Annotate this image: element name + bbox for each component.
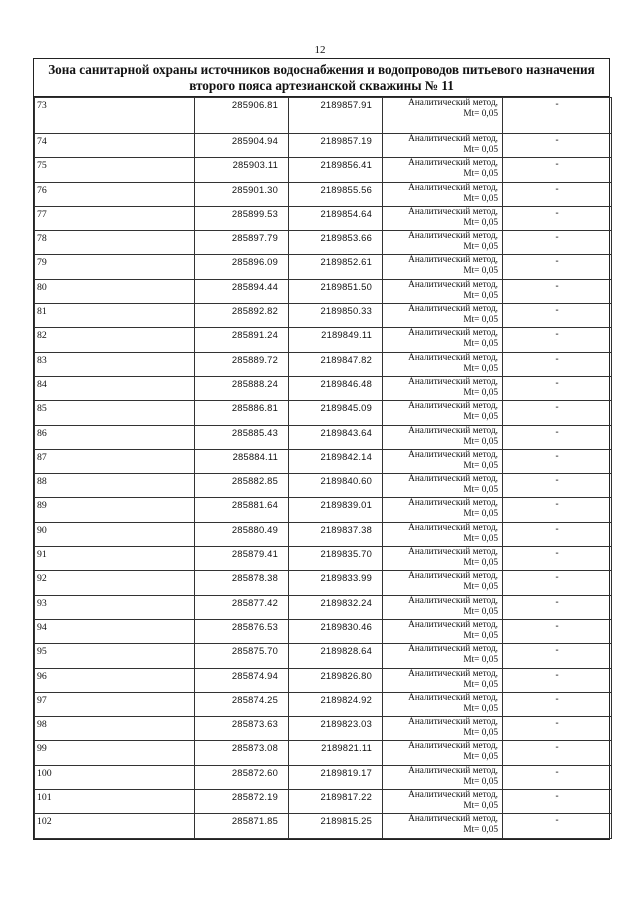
- point-number-cell: 77: [35, 206, 195, 230]
- point-number-cell: 85: [35, 401, 195, 425]
- y-coordinate-cell: 2189824.92: [289, 692, 383, 716]
- method-name: Аналитический метод,: [408, 765, 498, 776]
- x-coordinate-cell: 285885.43: [195, 425, 289, 449]
- x-coordinate-cell: 285906.81: [195, 98, 289, 134]
- method-name: Аналитический метод,: [408, 692, 498, 703]
- table-row: [35, 741, 612, 765]
- method-cell: [383, 352, 503, 376]
- note-cell: -: [503, 498, 612, 522]
- x-coordinate-cell: 285891.24: [195, 328, 289, 352]
- table-row: [35, 547, 612, 571]
- method-accuracy: Mt= 0,05: [463, 109, 498, 119]
- method-name: Аналитический метод,: [408, 401, 498, 412]
- method-accuracy: Mt= 0,05: [463, 801, 498, 812]
- method-name: Аналитический метод,: [408, 571, 498, 582]
- note-cell: -: [503, 352, 612, 376]
- x-coordinate-cell: 285899.53: [195, 206, 289, 230]
- table-row: [35, 304, 612, 328]
- method-name: Аналитический метод,: [408, 644, 498, 655]
- method-cell: [383, 158, 503, 182]
- method-name: Аналитический метод,: [408, 547, 498, 558]
- method-name: Аналитический метод,: [408, 717, 498, 728]
- point-number-cell: 73: [35, 98, 195, 134]
- note-cell: -: [503, 619, 612, 643]
- note-cell: -: [503, 692, 612, 716]
- method-cell: [383, 98, 503, 134]
- x-coordinate-cell: 285872.19: [195, 790, 289, 814]
- method-accuracy: Mt= 0,05: [463, 630, 498, 641]
- method-accuracy: Mt= 0,05: [463, 606, 498, 617]
- method-accuracy: Mt= 0,05: [463, 655, 498, 666]
- method-accuracy: Mt= 0,05: [463, 315, 498, 326]
- y-coordinate-cell: 2189849.11: [289, 328, 383, 352]
- method-name: Аналитический метод,: [408, 425, 498, 436]
- y-coordinate-cell: 2189857.19: [289, 134, 383, 158]
- note-cell: -: [503, 401, 612, 425]
- table-row: [35, 814, 612, 838]
- note-cell: -: [503, 231, 612, 255]
- x-coordinate-cell: 285881.64: [195, 498, 289, 522]
- method-cell: [383, 668, 503, 692]
- method-name: Аналитический метод,: [408, 231, 498, 242]
- method-cell: [383, 619, 503, 643]
- method-name: Аналитический метод,: [408, 668, 498, 679]
- method-name: Аналитический метод,: [408, 328, 498, 339]
- note-cell: -: [503, 98, 612, 134]
- method-name: Аналитический метод,: [408, 279, 498, 290]
- method-name: Аналитический метод,: [408, 206, 498, 217]
- table-row: [35, 644, 612, 668]
- point-number-cell: 81: [35, 304, 195, 328]
- note-cell: -: [503, 376, 612, 400]
- table-row: [35, 790, 612, 814]
- method-cell: [383, 741, 503, 765]
- x-coordinate-cell: 285878.38: [195, 571, 289, 595]
- method-accuracy: Mt= 0,05: [463, 533, 498, 544]
- point-number-cell: 94: [35, 619, 195, 643]
- y-coordinate-cell: 2189847.82: [289, 352, 383, 376]
- method-cell: [383, 328, 503, 352]
- method-accuracy: Mt= 0,05: [463, 339, 498, 350]
- table-row: [35, 619, 612, 643]
- method-name: Аналитический метод,: [408, 352, 498, 363]
- point-number-cell: 88: [35, 474, 195, 498]
- y-coordinate-cell: 2189857.91: [289, 98, 383, 134]
- method-accuracy: Mt= 0,05: [463, 193, 498, 204]
- y-coordinate-cell: 2189855.56: [289, 182, 383, 206]
- method-cell: [383, 134, 503, 158]
- table-row: [35, 449, 612, 473]
- table-row: [35, 474, 612, 498]
- table-row: [35, 206, 612, 230]
- x-coordinate-cell: 285901.30: [195, 182, 289, 206]
- y-coordinate-cell: 2189839.01: [289, 498, 383, 522]
- x-coordinate-cell: 285875.70: [195, 644, 289, 668]
- point-number-cell: 98: [35, 717, 195, 741]
- coordinates-sheet: [33, 58, 610, 840]
- title-line-1: Зона санитарной охраны источников водоснабжения и водопроводов питьевого назначения: [48, 62, 595, 77]
- y-coordinate-cell: 2189815.25: [289, 814, 383, 838]
- note-cell: -: [503, 571, 612, 595]
- y-coordinate-cell: 2189854.64: [289, 206, 383, 230]
- method-accuracy: Mt= 0,05: [463, 217, 498, 228]
- x-coordinate-cell: 285873.08: [195, 741, 289, 765]
- method-accuracy: Mt= 0,05: [463, 412, 498, 423]
- y-coordinate-cell: 2189828.64: [289, 644, 383, 668]
- document-title: [34, 59, 609, 97]
- table-row: [35, 255, 612, 279]
- note-cell: -: [503, 717, 612, 741]
- method-name: Аналитический метод,: [408, 741, 498, 752]
- method-cell: [383, 814, 503, 838]
- method-accuracy: Mt= 0,05: [463, 387, 498, 398]
- method-accuracy: Mt= 0,05: [463, 266, 498, 277]
- y-coordinate-cell: 2189840.60: [289, 474, 383, 498]
- x-coordinate-cell: 285880.49: [195, 522, 289, 546]
- y-coordinate-cell: 2189832.24: [289, 595, 383, 619]
- method-cell: [383, 231, 503, 255]
- note-cell: -: [503, 328, 612, 352]
- method-accuracy: Mt= 0,05: [463, 728, 498, 739]
- note-cell: -: [503, 279, 612, 303]
- note-cell: -: [503, 668, 612, 692]
- y-coordinate-cell: 2189853.66: [289, 231, 383, 255]
- method-name: Аналитический метод,: [408, 522, 498, 533]
- method-accuracy: Mt= 0,05: [463, 363, 498, 374]
- y-coordinate-cell: 2189843.64: [289, 425, 383, 449]
- table-row: [35, 401, 612, 425]
- title-line-2: второго пояса артезианской скважины № 11: [189, 78, 454, 93]
- method-name: Аналитический метод,: [408, 790, 498, 801]
- point-number-cell: 102: [35, 814, 195, 838]
- note-cell: -: [503, 425, 612, 449]
- coordinates-table-body: [35, 98, 612, 839]
- method-name: Аналитический метод,: [408, 134, 498, 144]
- note-cell: -: [503, 134, 612, 158]
- note-cell: -: [503, 158, 612, 182]
- table-row: [35, 425, 612, 449]
- table-row: [35, 134, 612, 158]
- point-number-cell: 95: [35, 644, 195, 668]
- method-accuracy: Mt= 0,05: [463, 752, 498, 763]
- method-cell: [383, 401, 503, 425]
- note-cell: -: [503, 522, 612, 546]
- method-accuracy: Mt= 0,05: [463, 558, 498, 569]
- point-number-cell: 90: [35, 522, 195, 546]
- point-number-cell: 74: [35, 134, 195, 158]
- point-number-cell: 78: [35, 231, 195, 255]
- point-number-cell: 92: [35, 571, 195, 595]
- table-row: [35, 765, 612, 789]
- method-cell: [383, 376, 503, 400]
- note-cell: -: [503, 644, 612, 668]
- y-coordinate-cell: 2189833.99: [289, 571, 383, 595]
- y-coordinate-cell: 2189852.61: [289, 255, 383, 279]
- point-number-cell: 83: [35, 352, 195, 376]
- method-cell: [383, 182, 503, 206]
- method-cell: [383, 474, 503, 498]
- point-number-cell: 93: [35, 595, 195, 619]
- method-name: Аналитический метод,: [408, 474, 498, 485]
- method-name: Аналитический метод,: [408, 304, 498, 315]
- method-cell: [383, 449, 503, 473]
- table-row: [35, 522, 612, 546]
- x-coordinate-cell: 285876.53: [195, 619, 289, 643]
- x-coordinate-cell: 285873.63: [195, 717, 289, 741]
- note-cell: -: [503, 255, 612, 279]
- table-row: [35, 98, 612, 134]
- x-coordinate-cell: 285894.44: [195, 279, 289, 303]
- y-coordinate-cell: 2189823.03: [289, 717, 383, 741]
- method-name: Аналитический метод,: [408, 814, 498, 825]
- method-accuracy: Mt= 0,05: [463, 485, 498, 496]
- note-cell: -: [503, 304, 612, 328]
- x-coordinate-cell: 285877.42: [195, 595, 289, 619]
- x-coordinate-cell: 285903.11: [195, 158, 289, 182]
- y-coordinate-cell: 2189826.80: [289, 668, 383, 692]
- method-accuracy: Mt= 0,05: [463, 703, 498, 714]
- point-number-cell: 89: [35, 498, 195, 522]
- table-row: [35, 352, 612, 376]
- point-number-cell: 79: [35, 255, 195, 279]
- method-cell: [383, 692, 503, 716]
- method-cell: [383, 717, 503, 741]
- x-coordinate-cell: 285872.60: [195, 765, 289, 789]
- x-coordinate-cell: 285888.24: [195, 376, 289, 400]
- point-number-cell: 96: [35, 668, 195, 692]
- note-cell: -: [503, 182, 612, 206]
- x-coordinate-cell: 285884.11: [195, 449, 289, 473]
- method-cell: [383, 498, 503, 522]
- x-coordinate-cell: 285896.09: [195, 255, 289, 279]
- x-coordinate-cell: 285874.25: [195, 692, 289, 716]
- x-coordinate-cell: 285874.94: [195, 668, 289, 692]
- note-cell: -: [503, 206, 612, 230]
- table-row: [35, 668, 612, 692]
- method-name: Аналитический метод,: [408, 98, 498, 108]
- point-number-cell: 75: [35, 158, 195, 182]
- method-name: Аналитический метод,: [408, 449, 498, 460]
- point-number-cell: 84: [35, 376, 195, 400]
- method-accuracy: Mt= 0,05: [463, 825, 498, 836]
- page-number: 12: [314, 44, 326, 56]
- x-coordinate-cell: 285871.85: [195, 814, 289, 838]
- x-coordinate-cell: 285886.81: [195, 401, 289, 425]
- table-row: [35, 158, 612, 182]
- y-coordinate-cell: 2189835.70: [289, 547, 383, 571]
- x-coordinate-cell: 285879.41: [195, 547, 289, 571]
- point-number-cell: 91: [35, 547, 195, 571]
- note-cell: -: [503, 765, 612, 789]
- method-accuracy: Mt= 0,05: [463, 145, 498, 155]
- point-number-cell: 99: [35, 741, 195, 765]
- method-accuracy: Mt= 0,05: [463, 242, 498, 253]
- point-number-cell: 100: [35, 765, 195, 789]
- method-name: Аналитический метод,: [408, 376, 498, 387]
- coordinates-table: [34, 97, 612, 839]
- table-row: [35, 376, 612, 400]
- method-cell: [383, 765, 503, 789]
- x-coordinate-cell: 285889.72: [195, 352, 289, 376]
- table-row: [35, 328, 612, 352]
- table-row: [35, 571, 612, 595]
- note-cell: -: [503, 814, 612, 838]
- method-cell: [383, 790, 503, 814]
- point-number-cell: 101: [35, 790, 195, 814]
- method-cell: [383, 425, 503, 449]
- method-accuracy: Mt= 0,05: [463, 776, 498, 787]
- y-coordinate-cell: 2189842.14: [289, 449, 383, 473]
- method-cell: [383, 304, 503, 328]
- y-coordinate-cell: 2189821.11: [289, 741, 383, 765]
- method-name: Аналитический метод,: [408, 158, 498, 169]
- point-number-cell: 87: [35, 449, 195, 473]
- method-accuracy: Mt= 0,05: [463, 582, 498, 593]
- y-coordinate-cell: 2189851.50: [289, 279, 383, 303]
- method-accuracy: Mt= 0,05: [463, 679, 498, 690]
- method-cell: [383, 644, 503, 668]
- method-accuracy: Mt= 0,05: [463, 436, 498, 447]
- y-coordinate-cell: 2189846.48: [289, 376, 383, 400]
- point-number-cell: 86: [35, 425, 195, 449]
- method-name: Аналитический метод,: [408, 595, 498, 606]
- y-coordinate-cell: 2189830.46: [289, 619, 383, 643]
- x-coordinate-cell: 285882.85: [195, 474, 289, 498]
- point-number-cell: 80: [35, 279, 195, 303]
- table-row: [35, 692, 612, 716]
- note-cell: -: [503, 790, 612, 814]
- method-accuracy: Mt= 0,05: [463, 290, 498, 301]
- method-cell: [383, 279, 503, 303]
- note-cell: -: [503, 547, 612, 571]
- note-cell: -: [503, 741, 612, 765]
- method-cell: [383, 571, 503, 595]
- note-cell: -: [503, 474, 612, 498]
- table-row: [35, 182, 612, 206]
- method-name: Аналитический метод,: [408, 619, 498, 630]
- y-coordinate-cell: 2189817.22: [289, 790, 383, 814]
- method-name: Аналитический метод,: [408, 498, 498, 509]
- x-coordinate-cell: 285904.94: [195, 134, 289, 158]
- y-coordinate-cell: 2189819.17: [289, 765, 383, 789]
- x-coordinate-cell: 285897.79: [195, 231, 289, 255]
- method-cell: [383, 206, 503, 230]
- y-coordinate-cell: 2189845.09: [289, 401, 383, 425]
- x-coordinate-cell: 285892.82: [195, 304, 289, 328]
- method-accuracy: Mt= 0,05: [463, 509, 498, 520]
- table-row: [35, 595, 612, 619]
- y-coordinate-cell: 2189850.33: [289, 304, 383, 328]
- method-accuracy: Mt= 0,05: [463, 169, 498, 180]
- note-cell: -: [503, 449, 612, 473]
- table-row: [35, 717, 612, 741]
- point-number-cell: 76: [35, 182, 195, 206]
- y-coordinate-cell: 2189837.38: [289, 522, 383, 546]
- method-cell: [383, 547, 503, 571]
- method-name: Аналитический метод,: [408, 182, 498, 193]
- point-number-cell: 97: [35, 692, 195, 716]
- method-accuracy: Mt= 0,05: [463, 460, 498, 471]
- point-number-cell: 82: [35, 328, 195, 352]
- method-cell: [383, 255, 503, 279]
- method-name: Аналитический метод,: [408, 255, 498, 266]
- table-row: [35, 231, 612, 255]
- table-row: [35, 498, 612, 522]
- method-cell: [383, 595, 503, 619]
- table-row: [35, 279, 612, 303]
- note-cell: -: [503, 595, 612, 619]
- method-cell: [383, 522, 503, 546]
- y-coordinate-cell: 2189856.41: [289, 158, 383, 182]
